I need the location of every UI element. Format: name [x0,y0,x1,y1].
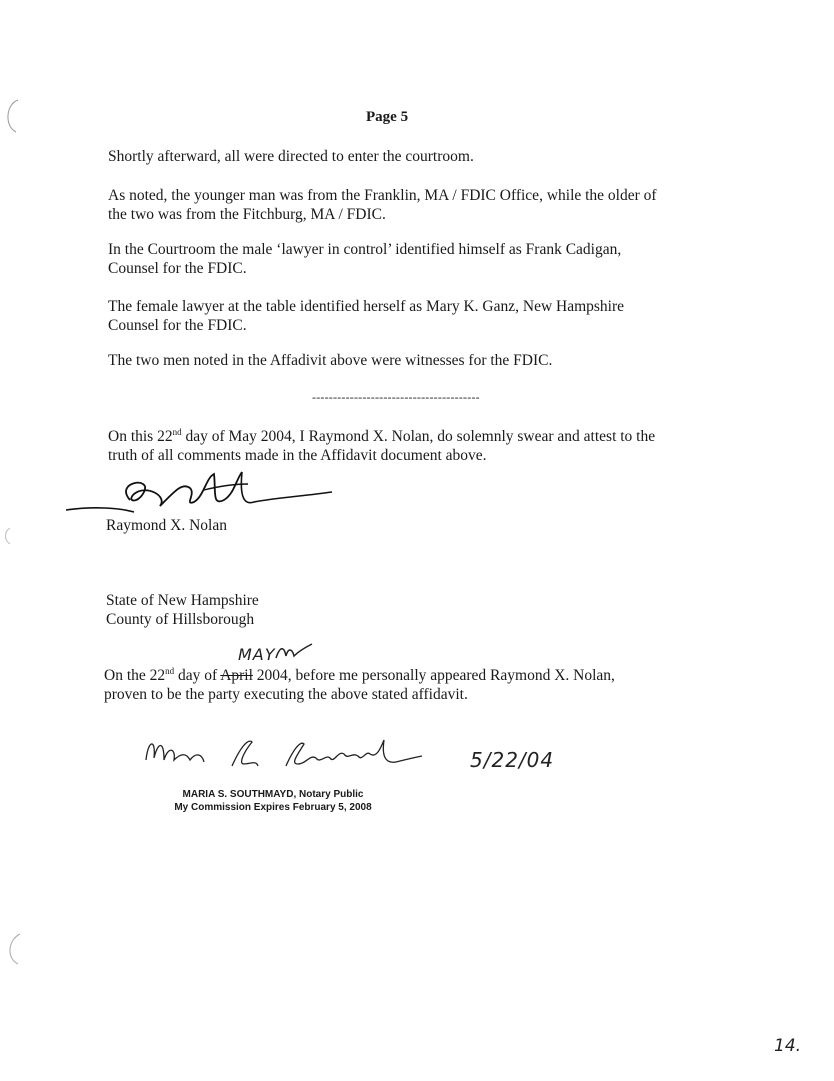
paragraph-line: The female lawyer at the table identified herself as Mary K. Ganz, New Hampshire [108,298,625,315]
venue-county: County of Hillsborough [106,611,255,628]
oath-line-2: truth of all comments made in the Affidavit document above. [108,447,487,464]
ack-prefix: On the 22 [104,667,166,684]
paragraph-4 [108,297,624,335]
edge-mark [0,526,12,546]
struck-month: April [220,667,253,684]
page-mark: 14. [774,1036,802,1056]
oath-prefix: On this 22 [108,428,173,445]
correction-initials [274,642,314,664]
ack-suffix: 2004, before me personally appeared Raymond X. Nolan, [252,667,615,684]
acknowledgment [104,666,615,704]
oath-statement [108,427,655,465]
paragraph-line: In the Courtroom the male ‘lawyer in control’ identified himself as Frank Cadigan, [108,241,622,258]
oath-ordinal: nd [172,426,182,437]
acknowledgment-line-2: proven to be the party executing the above stated affidavit. [104,686,468,703]
paragraph-2 [108,186,657,224]
section-divider: ---------------------------------------- [312,390,480,404]
paragraph-line: As noted, the younger man was from the Franklin, MA / FDIC Office, while the older of [108,187,657,204]
venue-state: State of New Hampshire [106,592,259,609]
binder-hole-mark [0,930,24,970]
page-title: Page 5 [366,109,409,125]
paragraph-line: Counsel for the FDIC. [108,317,247,334]
affiant-name: Raymond X. Nolan [106,517,227,534]
paragraph-1 [108,147,474,166]
paragraph-line: the two was from the Fitchburg, MA / FDIC. [108,206,386,223]
ack-mid: day of [174,667,221,684]
notary-signature-date: 5/22/04 [470,748,555,772]
paragraph-line: Shortly afterward, all were directed to enter the courtroom. [108,148,474,165]
paragraph-line: Counsel for the FDIC. [108,260,247,277]
oath-line-1 [108,427,655,446]
acknowledgment-line-1 [104,666,615,685]
notary-commission: My Commission Expires February 5, 2008 [174,802,372,813]
notary-name: MARIA S. SOUTHMAYD, Notary Public [182,789,364,800]
binder-hole-mark [0,96,20,136]
paragraph-line: The two men noted in the Affadivit above were witnesses for the FDIC. [108,352,553,369]
paragraph-3 [108,240,621,278]
venue [106,591,259,629]
oath-suffix: day of May 2004, I Raymond X. Nolan, do solemnly swear and attest to the [181,428,656,445]
ack-ordinal: nd [165,665,175,676]
handwritten-month-correction: MAY [238,645,276,664]
notary-stamp [155,788,391,814]
paragraph-5 [108,351,552,370]
notary-signature [140,730,430,780]
